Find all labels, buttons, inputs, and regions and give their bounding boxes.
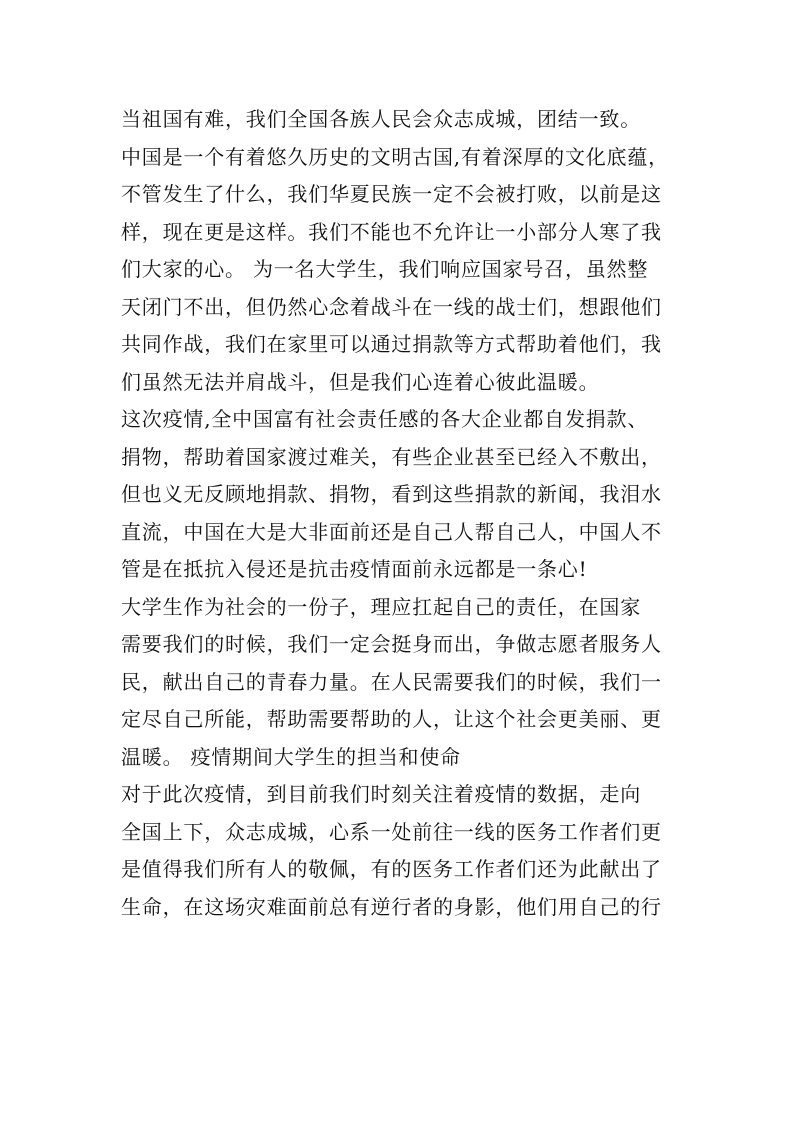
text-line: 温暖。 疫情期间大学生的担当和使命 [121,744,461,769]
text-line: 是值得我们所有人的敬佩，有的医务工作者们还为此献出了 [121,857,662,881]
text-line: 共同作战，我们在家里可以通过捐款等方式帮助着他们，我 [121,332,662,356]
text-line: 样，现在更是这样。我们不能也不允许让一小部分人寒了我 [121,219,662,244]
text-line: 管是在抵抗入侵还是抗击疫情面前永远都是一条心! [121,557,588,581]
text-line: 天闭门不出，但仍然心念着战斗在一线的战士们，想跟他们 [121,294,662,319]
body-text [121,101,681,926]
text-line: 需要我们的时候，我们一定会挺身而出，争做志愿者服务人 [121,632,662,656]
text-line: 大学生作为社会的一份子，理应扛起自己的责任，在国家 [121,594,641,619]
text-line: 对于此次疫情，到目前我们时刻关注着疫情的数据，走向 [121,782,641,806]
text-line: 全国上下，众志成城，心系一处前往一线的医务工作者们更 [121,819,662,844]
text-line: 不管发生了什么，我们华夏民族一定不会被打败，以前是这 [121,182,662,206]
text-line: 捐物，帮助着国家渡过难关，有些企业甚至已经入不敷出， [121,444,662,469]
text-line: 直流，中国在大是大非面前还是自己人帮自己人，中国人不 [121,519,662,544]
text-line: 中国是一个有着悠久历史的文明古国,有着深厚的文化底蕴， [121,144,669,169]
text-line: 当祖国有难，我们全国各族人民会众志成城，团结一致。 [121,107,641,131]
text-line: 们大家的心。 为一名大学生，我们响应国家号召，虽然整 [121,257,649,281]
text-line: 民，献出自己的青春力量。在人民需要我们的时候，我们一 [121,669,662,694]
text-line: 们虽然无法并肩战斗，但是我们心连着心彼此温暖。 [121,369,600,394]
text-line: 定尽自己所能，帮助需要帮助的人，让这个社会更美丽、更 [121,707,662,731]
text-line: 生命，在这场灾难面前总有逆行者的身影，他们用自己的行 [121,894,662,919]
text-line: 但也义无反顾地捐款、捐物，看到这些捐款的新闻，我泪水 [121,482,662,506]
text-line: 这次疫情,全中国富有社会责任感的各大企业都自发捐款、 [121,407,649,431]
